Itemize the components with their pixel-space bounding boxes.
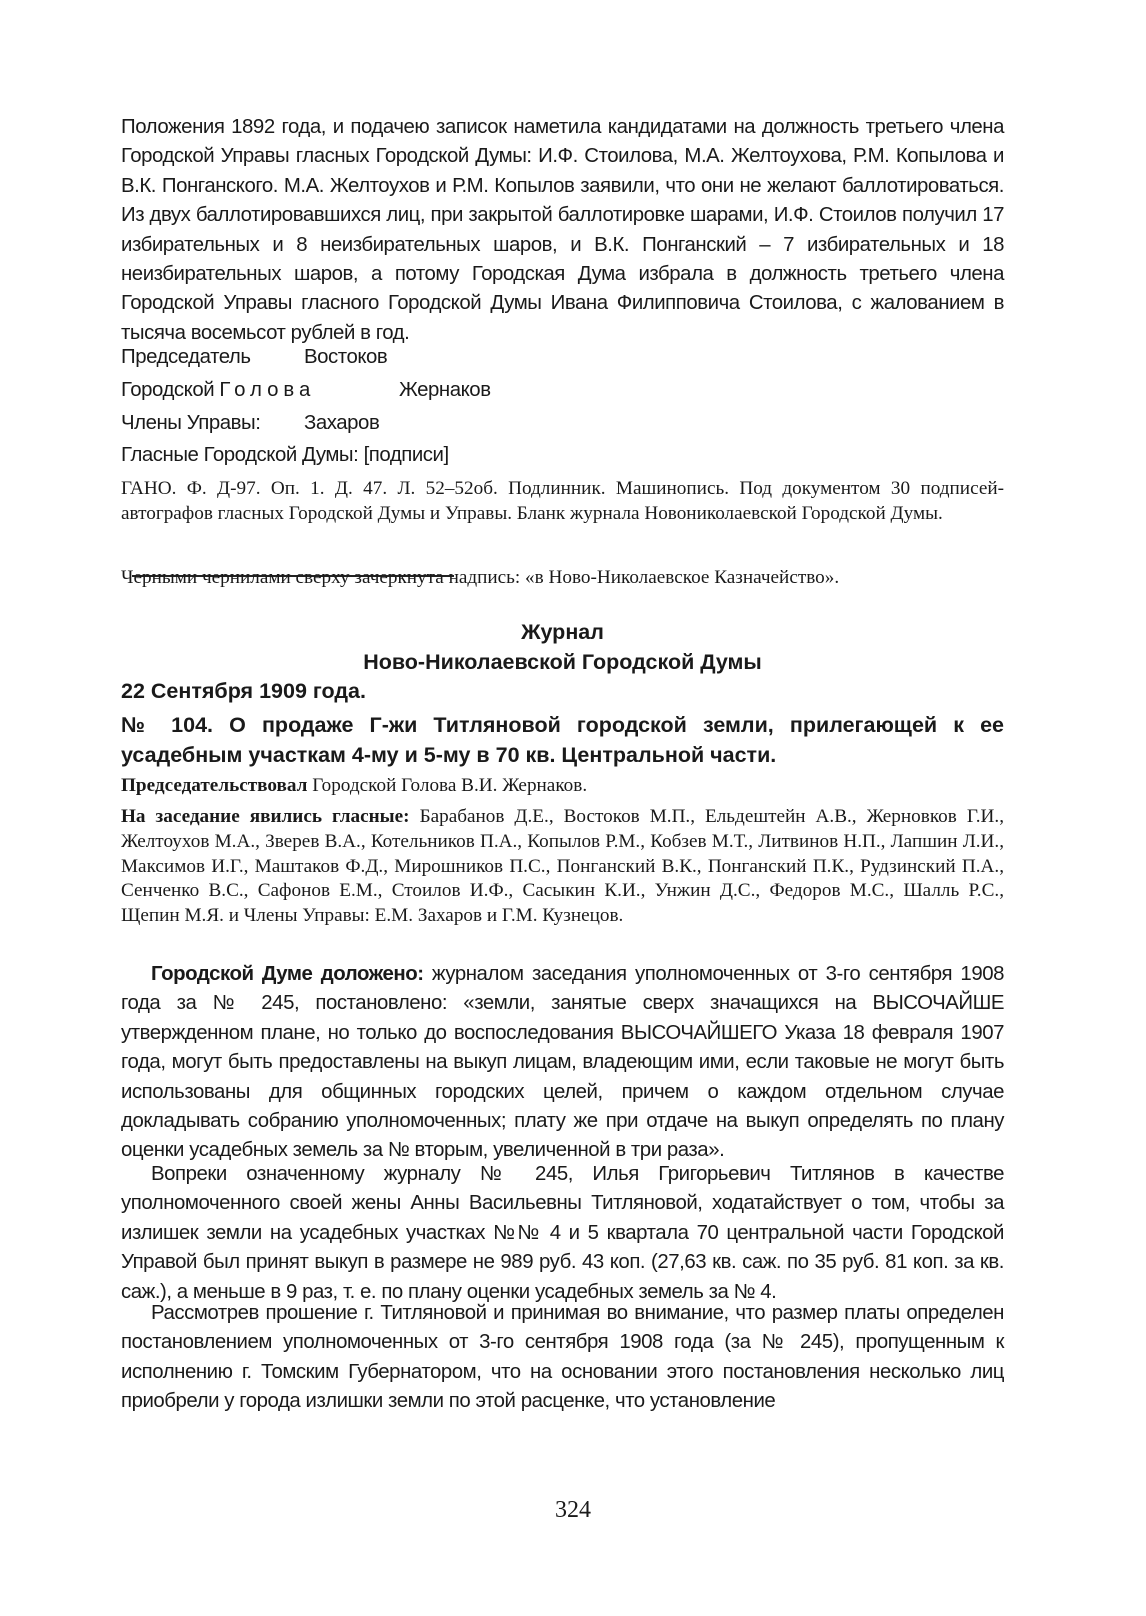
reported-paragraph	[121, 960, 1004, 1166]
signature-chairman-row	[121, 343, 388, 372]
attendees-paragraph	[121, 805, 1004, 929]
chairman-name: Востоков	[304, 346, 388, 368]
top-paragraph: Положения 1892 года, и подачею записок наметила кандидатами на должность третьего члена Городской Управы гласных Городской Думы: И.Ф. Стоилова, М.А. Желтоухова, Р.М. Копылова и В.К. Понганского. М.А. Желтоухов и Р.М. Копылов заявили, что они не желают баллотироваться. Из двух баллотировавшихся лиц, при закрытой баллотировке шарами, И.Ф. Стоилов получил 17 избирательных и 8 неизбирательных шаров, и В.К. Понганский – 7 избирательных и 18 неизбирательных шаров, а потому Городская Дума избрала в должность третьего члена Городской Управы гласного Городской Думы Ивана Филипповича Стоилова, с жалованием в тысяча восемьсот рублей в год.	[121, 116, 1004, 344]
mayor-name: Жернаков	[399, 379, 491, 401]
attendees-text: Барабанов Д.Е., Востоков М.П., Ельдештейн А.В., Жерновков Г.И., Желтоухов М.А., Зверев В.А., Котельников П.А., Копылов Р.М., Кобзев М.Т., Литвинов Н.П., Лапшин Л.И., Максимов И.Г., Маштаков Ф.Д., Мирошников П.С., Понганский В.К., Понганский П.К., Рудзинский П.А., Сенченко В.С., Сафонов Е.М., Стоилов И.Ф., Сасыкин К.И., Унжин Д.С., Федоров М.С., Шалль Р.С., Щепин М.Я. и Члены Управы: Е.М. Захаров и Г.М. Кузнецов.	[121, 806, 1004, 927]
journal-title-line1: Журнал	[521, 620, 604, 644]
chairman-label: Председатель	[121, 346, 251, 368]
presided-line	[121, 774, 1004, 799]
presided-label: Председательствовал	[121, 775, 308, 796]
mayor-label: Городской Голова	[121, 379, 316, 401]
presided-text: Городской Голова В.И. Жернаков.	[312, 775, 588, 796]
board-label: Члены Управы:	[121, 412, 261, 434]
board-name: Захаров	[304, 412, 380, 434]
paragraph-3: Рассмотрев прошение г. Титляновой и принимая во внимание, что размер платы определен постановлением уполномоченных от 3-го сентября 1908 года (за № 245), пропущенным к исполнению г. Томским Губернатором, что на основании этого постановления несколько лиц приобрели у города излишки земли по этой расценке, что установление	[121, 1302, 1004, 1413]
item-heading: № 104. О продаже Г-жи Титляновой городской земли, прилегающей к ее усадебным участкам 4-му и 5-му в 70 кв. Центральной части.	[121, 713, 1004, 767]
paragraph-2: Вопреки означенному журналу № 245, Илья Григорьевич Титлянов в качестве уполномоченного своей жены Анны Васильевны Титляновой, ходатайствует о том, чтобы за излишек земли на усадебных участках №№ 4 и 5 квартала 70 центральной части Городской Управой был принят выкуп в размере не 989 руб. 43 коп. (27,63 кв. саж. по 35 руб. 81 коп. за кв. саж.), а меньше в 9 раз, т. е. по плану оценки усадебных земель за № 4.	[121, 1163, 1004, 1303]
journal-title-line2: Ново-Николаевской Городской Думы	[363, 650, 762, 674]
signature-board-row	[121, 409, 380, 438]
journal-date: 22 Сентября 1909 года.	[121, 679, 366, 703]
reported-label: Городской Думе доложено:	[151, 963, 424, 985]
councillors-signatures: Гласные Городской Думы: [подписи]	[121, 444, 449, 466]
attendees-label: На заседание явились гласные:	[121, 806, 410, 827]
signature-mayor-row	[121, 376, 491, 405]
footnote: Черными чернилами сверху зачеркнута надпись: «в Ново-Николаевское Казначейство».	[121, 567, 840, 588]
archival-source-note: ГАНО. Ф. Д-97. Оп. 1. Д. 47. Л. 52–52об. Подлинник. Машинопись. Под документом 30 подписей-автографов гласных Городской Думы и Управы. Бланк журнала Новониколаевской Городской Думы.	[121, 478, 1004, 524]
reported-text: журналом заседания уполномоченных от 3-го сентября 1908 года за № 245, постановлено: «земли, занятые сверх значащихся на ВЫСОЧАЙШЕ утвержденном плане, но только до воспоследования ВЫСОЧАЙШЕГО Указа 18 февраля 1907 года, могут быть предоставлены на выкуп лицам, владеющим ими, если таковые не могут быть использованы для общинных городских целей, причем о каждом отдельном случае докладывать собранию уполномоченных; плату же при отдаче на выкуп определять по плану оценки усадебных земель за № вторым, увеличенной в три раза».	[121, 963, 1004, 1162]
page-number: 324	[555, 1497, 591, 1523]
signature-councillors-row	[121, 441, 449, 470]
